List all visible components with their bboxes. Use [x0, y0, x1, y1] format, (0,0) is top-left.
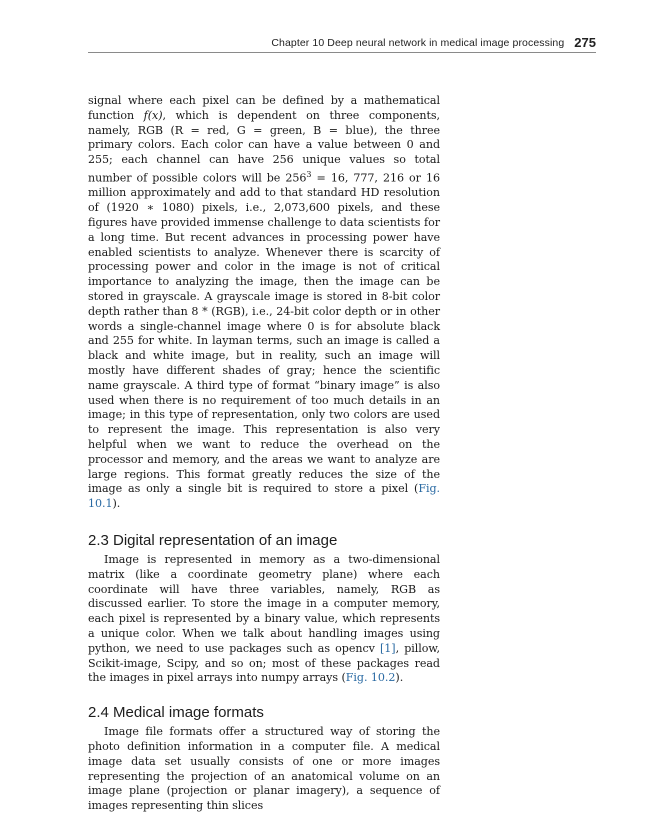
- running-header: [88, 34, 596, 53]
- figure-link[interactable]: Fig. 10.1: [88, 482, 440, 511]
- math-base: 256: [285, 171, 307, 185]
- para1-text-c: = 16, 777, 216 or 16 million approximately and add to that standard HD resolution of (1920 ∗ 1080) pixels, i.e., 2,073,600 pixels, and these figures have provided immense challenge to data scientists for a long time. But recent advances in processing power have enabled scientists to analyze. Whenever there is scarcity of processing power and color in the image is not of critical importance to analyzing the image, then the image can be stored in grayscale. A grayscale image is stored in 8-bit color depth rather than 8 * (RGB), i.e., 24-bit color depth or in other words a single-channel image where 0 is for absolute black and 255 for white. In layman terms, such an image is called a black and white image, but in reality, such an image will mostly have different shades of gray; hence the scientific name grayscale. A third type of format “binary image” is also used when there is no requirement of too much details in an image; in this type of representation, only two colors are used to represent the image. This representation is also very helpful when we want to reduce the overhead on the processor and memory, and the areas we want to analyze are large regions. This format greatly reduces the size of the image as only a single bit is required to store a pixel (: [88, 171, 440, 496]
- figure-link[interactable]: Fig. 10.2: [345, 671, 396, 685]
- para1-text-a: signal where each pixel can be defined by a mathematical function: [88, 94, 440, 122]
- body-paragraph: [88, 553, 440, 686]
- section1-text-c: ).: [395, 671, 404, 685]
- header-text: [271, 34, 596, 49]
- math-fx: f(x): [143, 108, 163, 122]
- section1-text-a: Image is represented in memory as a two-dimensional matrix (like a coordinate geometry plane) where each coordinate will have three variables, namely, RGB as discussed earlier. To store the image in a computer memory, each pixel is represented by a binary value, which represents a unique color. When we talk about handling images using python, we need to use packages such as opencv: [88, 553, 440, 655]
- body-paragraph: Image file formats offer a structured way of storing the photo definition information in a computer file. A medical image data set usually consists of one or more images representing the projection of an anatomical volume on an image plane (projection or planar imagery), a sequence of images representing thin slices: [88, 725, 440, 813]
- section1-text-b: , pillow, Scikit-image, Scipy, and so on; most of these packages read the images in pixel arrays into numpy arrays (: [88, 641, 440, 685]
- body-paragraph: [88, 94, 440, 512]
- para1-text-b: , which is dependent on three components, namely, RGB (R = red, G = green, B = blue), the three primary colors. Each color can have a value between 0 and 255; each channel can have 256 unique values so total number of possible colors will be: [88, 108, 441, 185]
- math-exponent: 3: [306, 169, 312, 179]
- page-body: [88, 94, 440, 814]
- chapter-title: Chapter 10 Deep neural network in medical image processing: [271, 37, 565, 49]
- para1-text-d: ).: [112, 497, 121, 511]
- page-number: 275: [574, 35, 596, 50]
- section-heading: 2.4 Medical image formats: [88, 704, 264, 722]
- section-heading: 2.3 Digital representation of an image: [88, 532, 338, 549]
- citation-link[interactable]: [1]: [380, 641, 396, 655]
